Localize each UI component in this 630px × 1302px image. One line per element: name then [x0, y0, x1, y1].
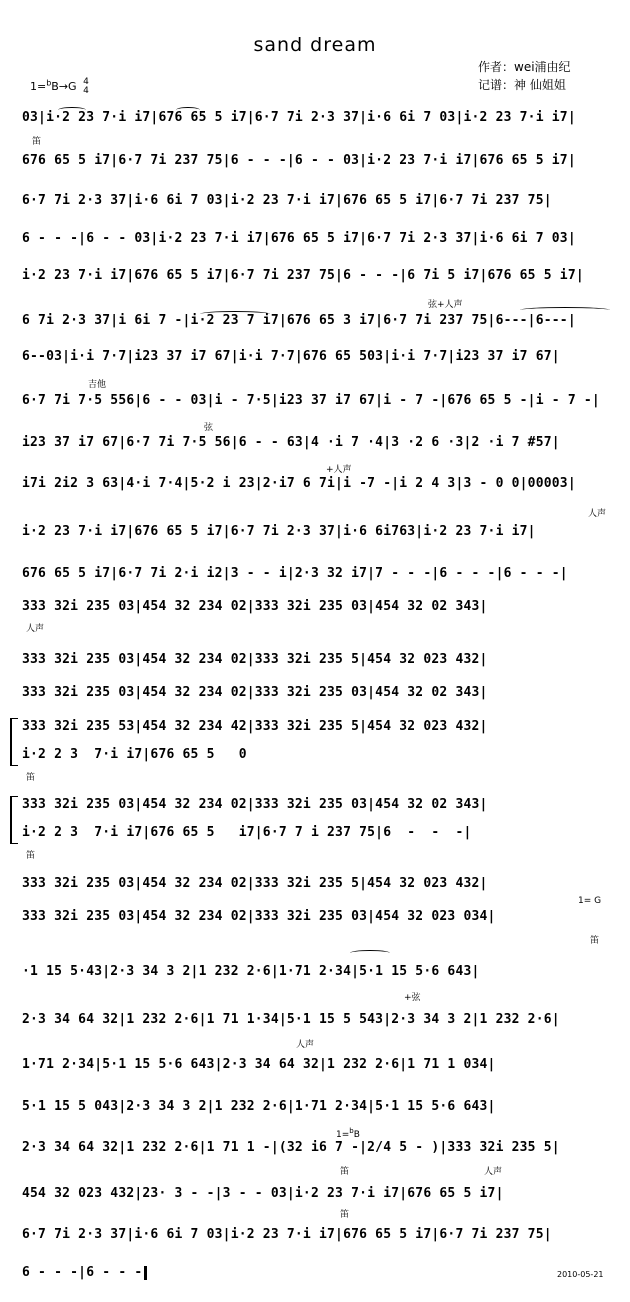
score-line-text: ·1 15 5·43|2·3 34 3 2|1 232 2·6|1·71 2·34|5·1 15 5·6 643| [22, 964, 480, 979]
annotation-plus-voice: +人声 [326, 465, 352, 475]
score-line-text: 333 32i 235 03|454 32 234 02|333 32i 235 03|454 32 02 343| [22, 685, 488, 700]
key-prefix: 1= [30, 80, 47, 93]
score-line-15 [22, 685, 612, 703]
score-line-23 [22, 1012, 612, 1030]
annotation-flute: 笛 [340, 1210, 350, 1220]
slur [520, 307, 610, 313]
score-line-text: 1·71 2·34|5·1 15 5·6 643|2·3 34 64 32|1 232 2·6|1 71 1 034| [22, 1057, 496, 1072]
score-line-text: 454 32 023 432|23· 3 - -|3 - - 03|i·2 23 7·i i7|676 65 5 i7| [22, 1186, 504, 1201]
key-b-flat: b [349, 1127, 354, 1135]
score-line-text: 676 65 5 i7|6·7 7i 237 75|6 - - -|6 - - 03|i·2 23 7·i i7|676 65 5 i7| [22, 153, 576, 168]
score-line-text: 6·7 7i 7·5 556|6 - - 03|i - 7·5|i23 37 i7 67|i - 7 -|676 65 5 -|i - 7 -| [22, 393, 600, 408]
annotation-strings: 弦 [204, 423, 214, 433]
brace [10, 796, 18, 844]
score-line-text: 333 32i 235 03|454 32 234 02|333 32i 235 03|454 32 023 034| [22, 909, 496, 924]
score-line-text: 6 - - -|6 - - - [22, 1265, 143, 1280]
score-line-22 [22, 964, 612, 982]
key-signature [30, 78, 89, 96]
score-line-17 [22, 747, 612, 765]
annotation-flute: 笛 [32, 137, 42, 147]
brace [10, 718, 18, 766]
slur [176, 107, 200, 113]
page-title: sand dream [253, 34, 377, 56]
score-line-28 [22, 1227, 612, 1245]
score-line-4 [22, 231, 612, 249]
time-sig-top: 4 [83, 77, 89, 87]
score-line-text: 333 32i 235 03|454 32 234 02|333 32i 235 5|454 32 023 432| [22, 652, 488, 667]
score-line-16 [22, 719, 612, 737]
key-b-prefix: 1= [336, 1130, 350, 1140]
score-line-19 [22, 825, 612, 843]
annotation-flute: 笛 [26, 773, 36, 783]
annotation-key-b [336, 1127, 360, 1140]
score-line-7 [22, 349, 612, 367]
author-label: 作者：wei浦由纪 [478, 60, 571, 74]
score-line-text: i·2 23 7·i i7|676 65 5 i7|6·7 7i 2·3 37|i·6 6i763|i·2 23 7·i i7| [22, 524, 536, 539]
annotation-voice: 人声 [26, 624, 45, 634]
slur [200, 311, 270, 317]
annotation-key-g: 1= G [578, 896, 602, 906]
score-line-text: i·2 2 3 7·i i7|676 65 5 0 [22, 747, 247, 762]
key-flat: b [46, 78, 52, 88]
annotation-voice: 人声 [296, 1040, 315, 1050]
score-line-text: 5·1 15 5 043|2·3 34 3 2|1 232 2·6|1·71 2·34|5·1 15 5·6 643| [22, 1099, 496, 1114]
score-line-3 [22, 193, 612, 211]
time-signature [83, 78, 89, 96]
score-line-20 [22, 876, 612, 894]
final-barline [144, 1266, 147, 1280]
score-line-1 [22, 110, 612, 128]
transcriber-label: 记谱：神 仙姐姐 [478, 78, 566, 92]
score-line-2 [22, 153, 612, 171]
score-line-14 [22, 652, 612, 670]
score-line-text: 333 32i 235 03|454 32 234 02|333 32i 235 03|454 32 02 343| [22, 599, 488, 614]
score-line-text: 333 32i 235 03|454 32 234 02|333 32i 235 03|454 32 02 343| [22, 797, 488, 812]
score-line-text: i23 37 i7 67|6·7 7i 7·5 56|6 - - 63|4 ·i 7 ·4|3 ·2 6 ·3|2 ·i 7 #57| [22, 435, 560, 450]
time-sig-bottom: 4 [83, 86, 89, 96]
annotation-plus-strings: +弦 [404, 993, 421, 1003]
score-line-6 [22, 313, 612, 331]
score-line-text: 333 32i 235 03|454 32 234 02|333 32i 235 5|454 32 023 432| [22, 876, 488, 891]
score-line-text: 6·7 7i 2·3 37|i·6 6i 7 03|i·2 23 7·i i7|676 65 5 i7|6·7 7i 237 75| [22, 193, 552, 208]
slur [350, 950, 390, 956]
score-line-text: 03|i·2 23 7·i i7|676 65 5 i7|6·7 7i 2·3 37|i·6 6i 7 03|i·2 23 7·i i7| [22, 110, 576, 125]
score-line-text: i·2 2 3 7·i i7|676 65 5 i7|6·7 7 i 237 75|6 - - -| [22, 825, 472, 840]
score-line-10 [22, 476, 612, 494]
score-line-13 [22, 599, 612, 617]
score-line-text: i7i 2i2 3 63|4·i 7·4|5·2 i 23|2·i7 6 7i|i -7 -|i 2 4 3|3 - 0 0|00003| [22, 476, 576, 491]
score-line-text: 2·3 34 64 32|1 232 2·6|1 71 1 -|(32 i6 7 -|2/4 5 - )|333 32i 235 5| [22, 1140, 560, 1155]
annotation-voice: 人声 [588, 509, 607, 519]
score-line-12 [22, 566, 612, 584]
slur [58, 107, 86, 113]
score-line-11 [22, 524, 612, 542]
score-line-18 [22, 797, 612, 815]
score-line-29 [22, 1265, 612, 1283]
annotation-guitar: 吉他 [88, 380, 107, 390]
score-line-21 [22, 909, 612, 927]
score-line-text: 6 7i 2·3 37|i 6i 7 -|i·2 23 7 i7|676 65 3 i7|6·7 7i 237 75|6---|6---| [22, 313, 576, 328]
score-line-text: 6·7 7i 2·3 37|i·6 6i 7 03|i·2 23 7·i i7|676 65 5 i7|6·7 7i 237 75| [22, 1227, 552, 1242]
score-line-text: 676 65 5 i7|6·7 7i 2·i i2|3 - - i|2·3 32 i7|7 - - -|6 - - -|6 - - -| [22, 566, 568, 581]
score-line-text: 2·3 34 64 32|1 232 2·6|1 71 1·34|5·1 15 5 543|2·3 34 3 2|1 232 2·6| [22, 1012, 560, 1027]
score-line-26 [22, 1140, 612, 1158]
score-line-text: 6--03|i·i 7·7|i23 37 i7 67|i·i 7·7|676 65 503|i·i 7·7|i23 37 i7 67| [22, 349, 560, 364]
score-line-27 [22, 1186, 612, 1204]
score-line-8 [22, 393, 612, 411]
date-label: 2010-05-21 [557, 1270, 604, 1279]
score-line-24 [22, 1057, 612, 1075]
score-line-5 [22, 268, 612, 286]
key-b-letter: B [353, 1130, 360, 1140]
score-line-text: 333 32i 235 53|454 32 234 42|333 32i 235 5|454 32 023 432| [22, 719, 488, 734]
score-line-text: 6 - - -|6 - - 03|i·2 23 7·i i7|676 65 5 i7|6·7 7i 2·3 37|i·6 6i 7 03| [22, 231, 576, 246]
score-line-9 [22, 435, 612, 453]
annotation-flute: 笛 [340, 1167, 350, 1177]
key-text: B→G [51, 80, 77, 93]
annotation-flute: 笛 [26, 851, 36, 861]
annotation-flute: 笛 [590, 936, 600, 946]
score-line-text: i·2 23 7·i i7|676 65 5 i7|6·7 7i 237 75|6 - - -|6 7i 5 i7|676 65 5 i7| [22, 268, 584, 283]
annotation-voice: 人声 [484, 1167, 503, 1177]
annotation-strings-voice: 弦+人声 [428, 300, 463, 310]
score-line-25 [22, 1099, 612, 1117]
